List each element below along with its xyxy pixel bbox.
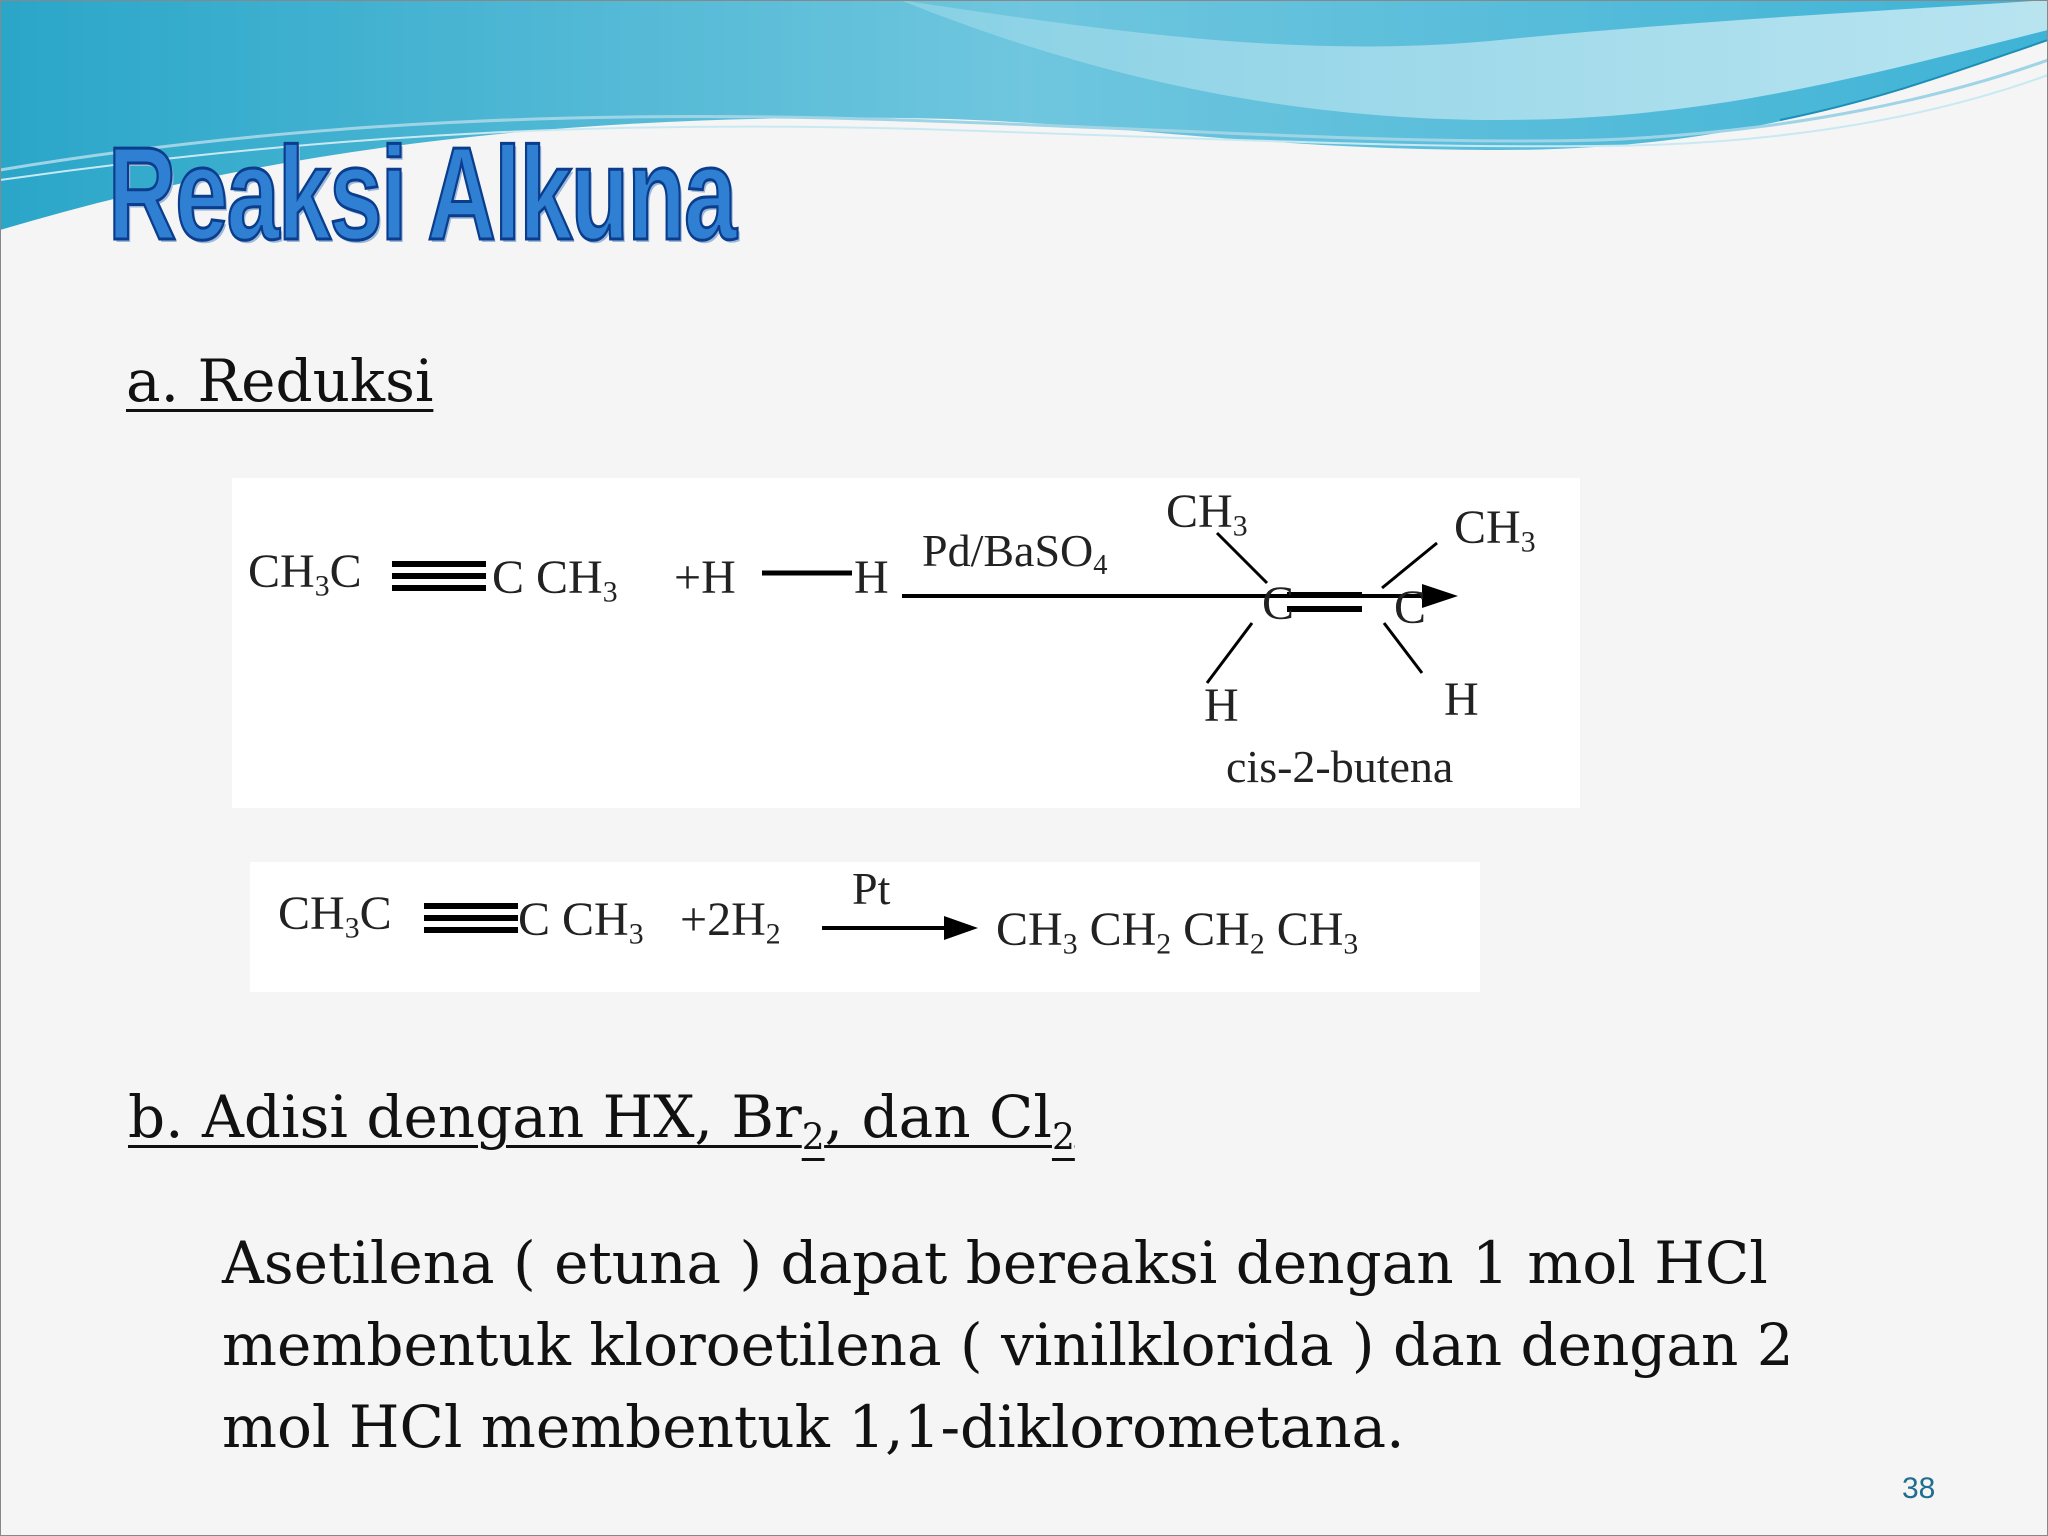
reaction1-catalyst: Pd/BaSO$_4$ <box>922 525 1108 581</box>
page-number: 38 <box>1902 1472 1936 1505</box>
section-b-paragraph <box>222 1222 1922 1468</box>
product-c-right: C <box>1394 581 1427 634</box>
plus-sign: + <box>674 551 702 604</box>
triple-bond-2 <box>424 900 520 940</box>
product-h-right: H <box>1444 673 1479 726</box>
reaction-arrow-2 <box>822 914 982 944</box>
reaction2-diagram <box>250 862 1480 992</box>
reaction2-reactant: $CH_3C$ <box>278 887 392 945</box>
product-h-left: H <box>1204 679 1239 732</box>
section-b-heading-text: b. Adisi dengan HX, Br <box>128 1083 802 1151</box>
product-c-left: C <box>1262 577 1295 630</box>
section-a-heading: a. Reduksi <box>126 347 434 415</box>
subscript-2: 2 <box>1051 1117 1075 1159</box>
paragraph-line: Asetilena ( etuna ) dapat bereaksi dengan 1 mol HCl <box>222 1229 1768 1297</box>
reaction2-reactant-end: C $CH_3$ <box>518 893 644 951</box>
paragraph-line: membentuk kloroetilena ( vinilklorida ) dan dengan 2 <box>222 1311 1794 1379</box>
reaction1-reactant: $CH_3C$ <box>248 545 362 603</box>
product-ch3-left: $CH_3$ <box>1166 485 1248 543</box>
reaction2-reagent: $+2H_2$ <box>680 893 781 951</box>
section-b-heading-text-2: , dan Cl <box>824 1083 1052 1151</box>
hydrogen-atom: H <box>701 551 736 604</box>
single-bond <box>762 568 852 578</box>
reaction2-product: $CH_3$ $CH_2$ $CH_2$ $CH_3$ <box>996 903 1359 961</box>
section-b-heading <box>128 1083 1075 1159</box>
reaction2-catalyst: Pt <box>852 863 891 914</box>
slide-title: Reaksi Alkuna <box>108 120 736 267</box>
reaction1-reactant-end: C $CH_3$ <box>492 551 618 609</box>
paragraph-line: mol HCl membentuk 1,1-diklorometana. <box>222 1393 1405 1461</box>
triple-bond <box>392 558 488 598</box>
subscript: 2 <box>801 1117 825 1159</box>
reaction1-diagram <box>232 478 1580 808</box>
product-name: cis-2-butena <box>1226 741 1454 792</box>
product-ch3-right: $CH_3$ <box>1454 501 1536 559</box>
reaction1-plus-h <box>674 551 736 604</box>
hydrogen-atom-2: H <box>854 551 889 604</box>
